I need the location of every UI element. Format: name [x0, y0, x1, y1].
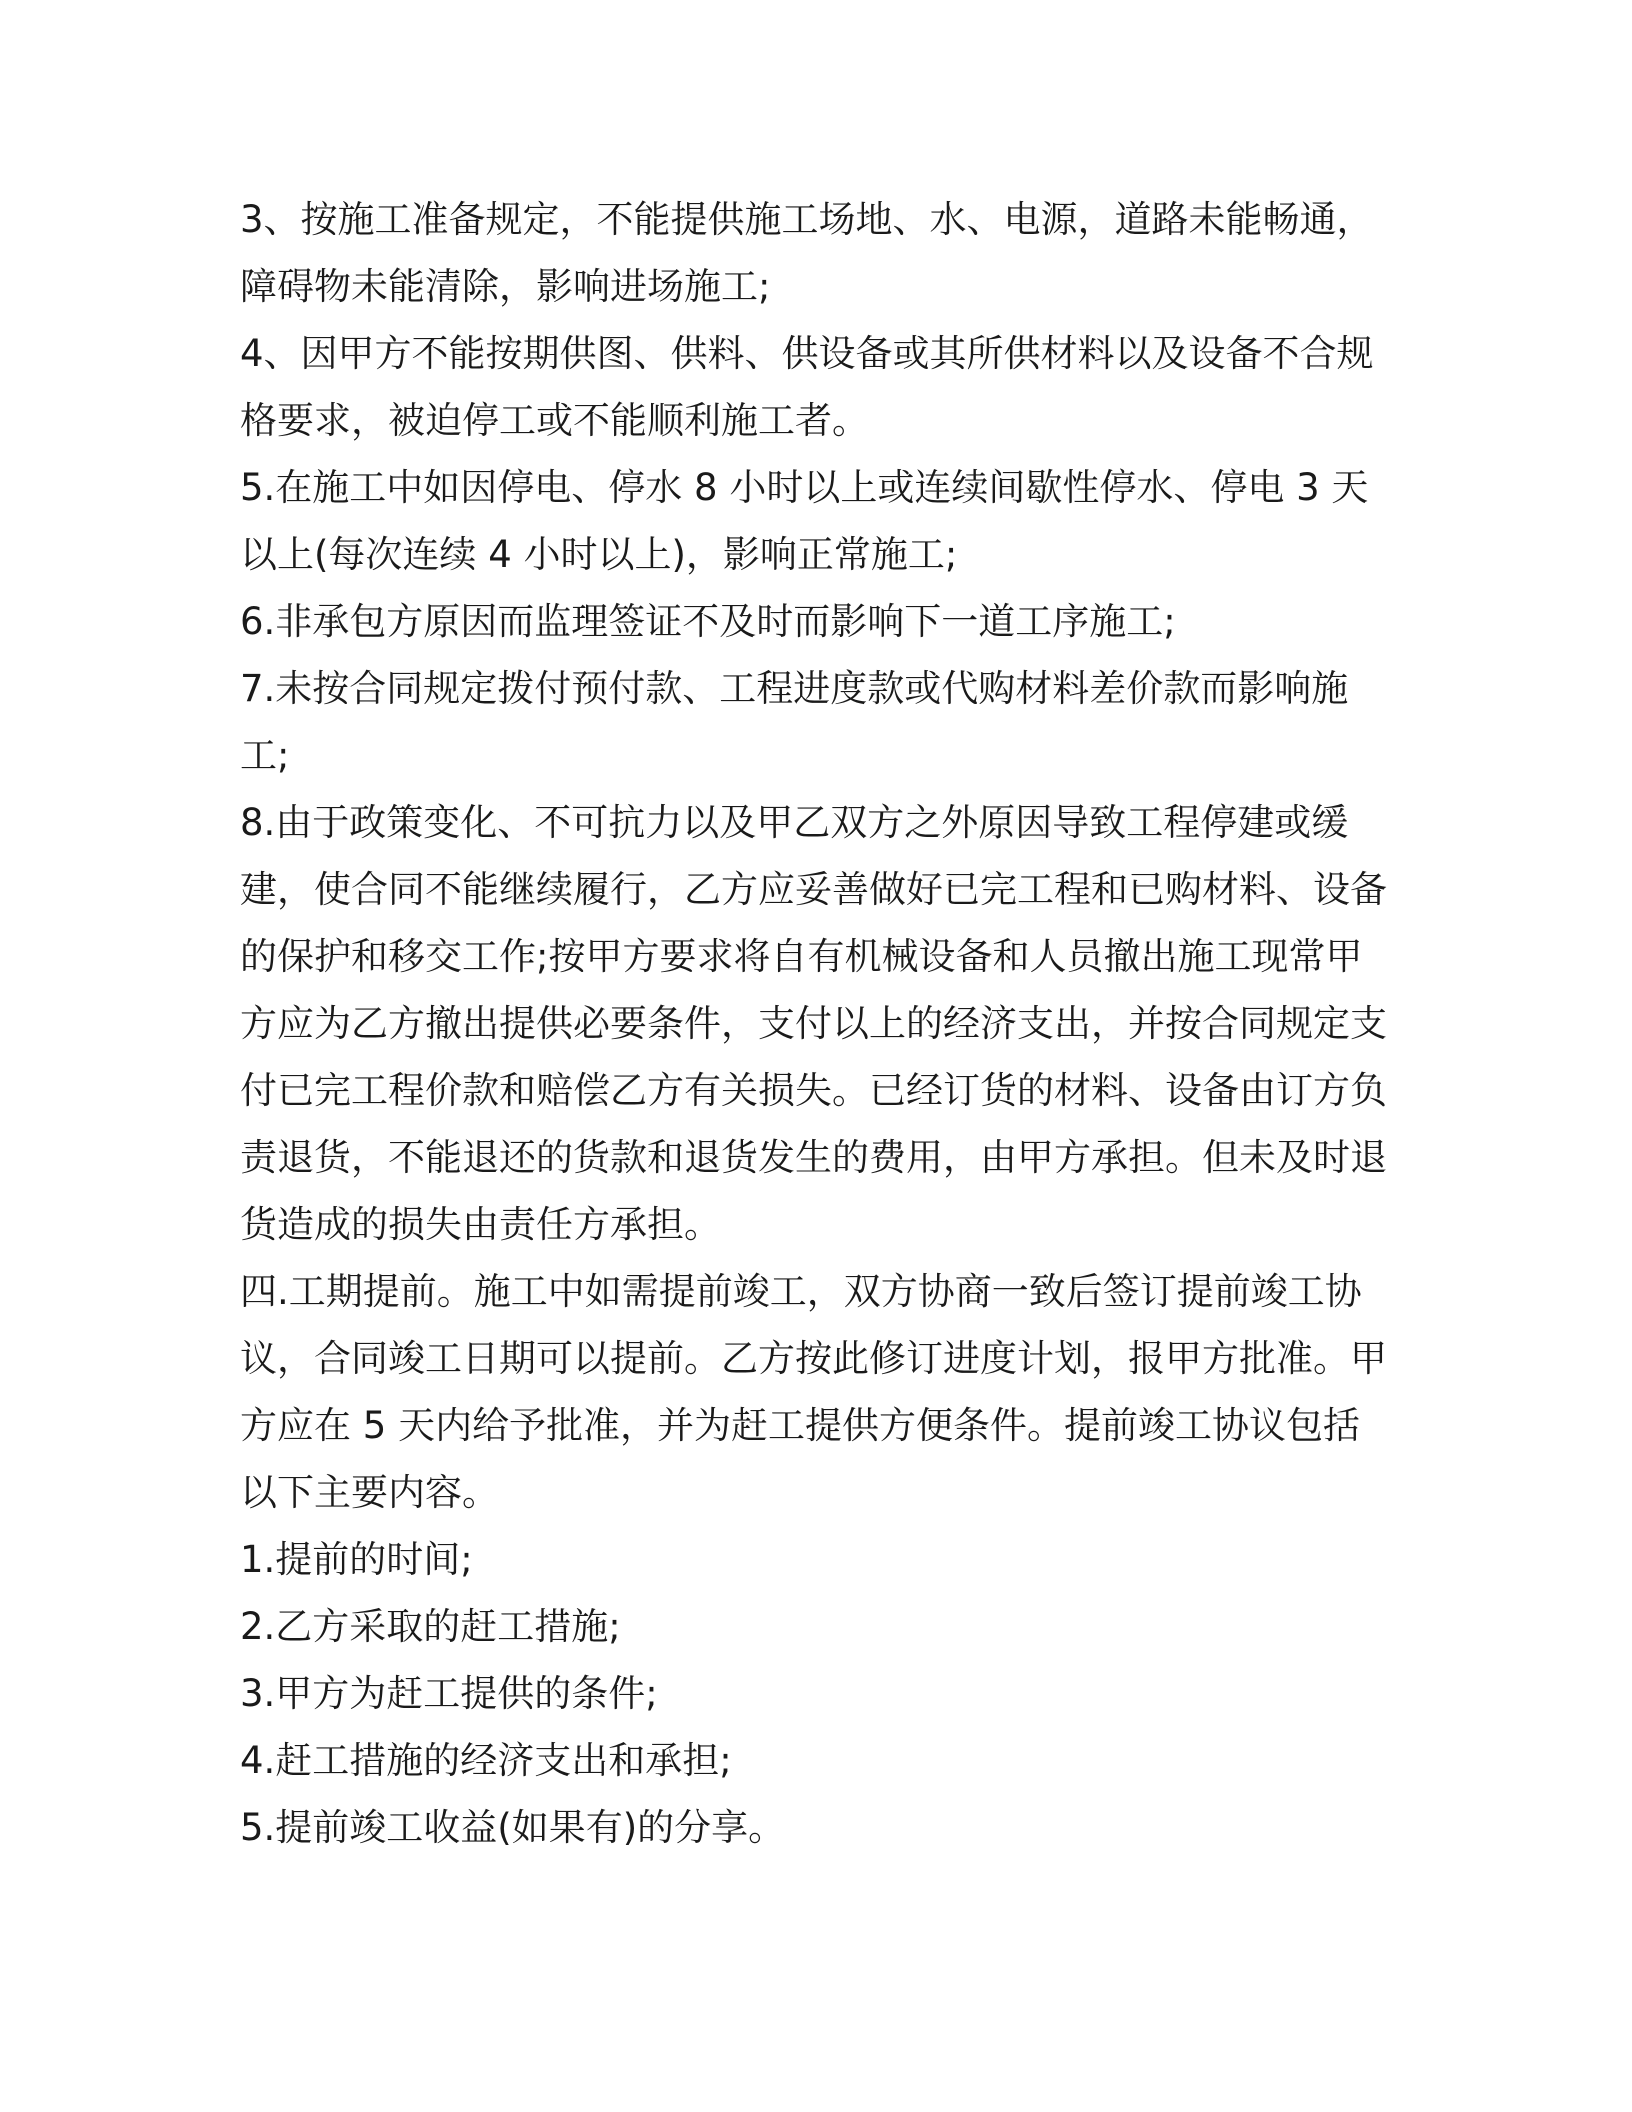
- paragraph-item-6-supervision-signoff: 6.非承包方原因而监理签证不及时而影响下一道工序施工;: [240, 600, 1176, 643]
- list-item-rush-cost: 4.赶工措施的经济支出和承担;: [240, 1739, 732, 1782]
- paragraph-item-3-site-conditions: 3、按施工准备规定，不能提供施工场地、水、电源，道路未能畅通，障碍物未能清除，影响进场施工;: [240, 198, 1374, 308]
- paragraph-item-5-power-water-outage: 5.在施工中如因停电、停水 8 小时以上或连续间歇性停水、停电 3 天以上(每次连续 4 小时以上)，影响正常施工;: [240, 466, 1369, 576]
- paragraph-item-8-policy-force-majeure: 8.由于政策变化、不可抗力以及甲乙双方之外原因导致工程停建或缓建，使合同不能继续履行，乙方应妥善做好已完工程和已购材料、设备的保护和移交工作;按甲方要求将自有机械设备和人员撤出施工现常甲方应为乙方撤出提供必要条件，支付以上的经济支出，并按合同规定支付已完工程价款和赔偿乙方有关损失。已经订货的材料、设备由订方负责退货，不能退还的货款和退货发生的费用，由甲方承担。但未及时退货造成的损失由责任方承担。: [240, 801, 1387, 1246]
- document-body: [240, 186, 1390, 1861]
- section-4-schedule-advance: 四.工期提前。施工中如需提前竣工，双方协商一致后签订提前竣工协议，合同竣工日期可以提前。乙方按此修订进度计划，报甲方批准。甲方应在 5 天内给予批准，并为赶工提供方便条件。提前竣工协议包括以下主要内容。: [240, 1270, 1387, 1514]
- paragraph-item-4-owner-supply: 4、因甲方不能按期供图、供料、供设备或其所供材料以及设备不合规格要求，被迫停工或不能顺利施工者。: [240, 332, 1374, 442]
- list-item-owner-conditions: 3.甲方为赶工提供的条件;: [240, 1672, 658, 1715]
- list-item-rush-measures: 2.乙方采取的赶工措施;: [240, 1605, 621, 1648]
- list-item-benefit-sharing: 5.提前竣工收益(如果有)的分享。: [240, 1806, 786, 1849]
- paragraph-item-7-payment-delay: 7.未按合同规定拨付预付款、工程进度款或代购材料差价款而影响施工;: [240, 667, 1349, 777]
- list-item-advance-time: 1.提前的时间;: [240, 1538, 473, 1581]
